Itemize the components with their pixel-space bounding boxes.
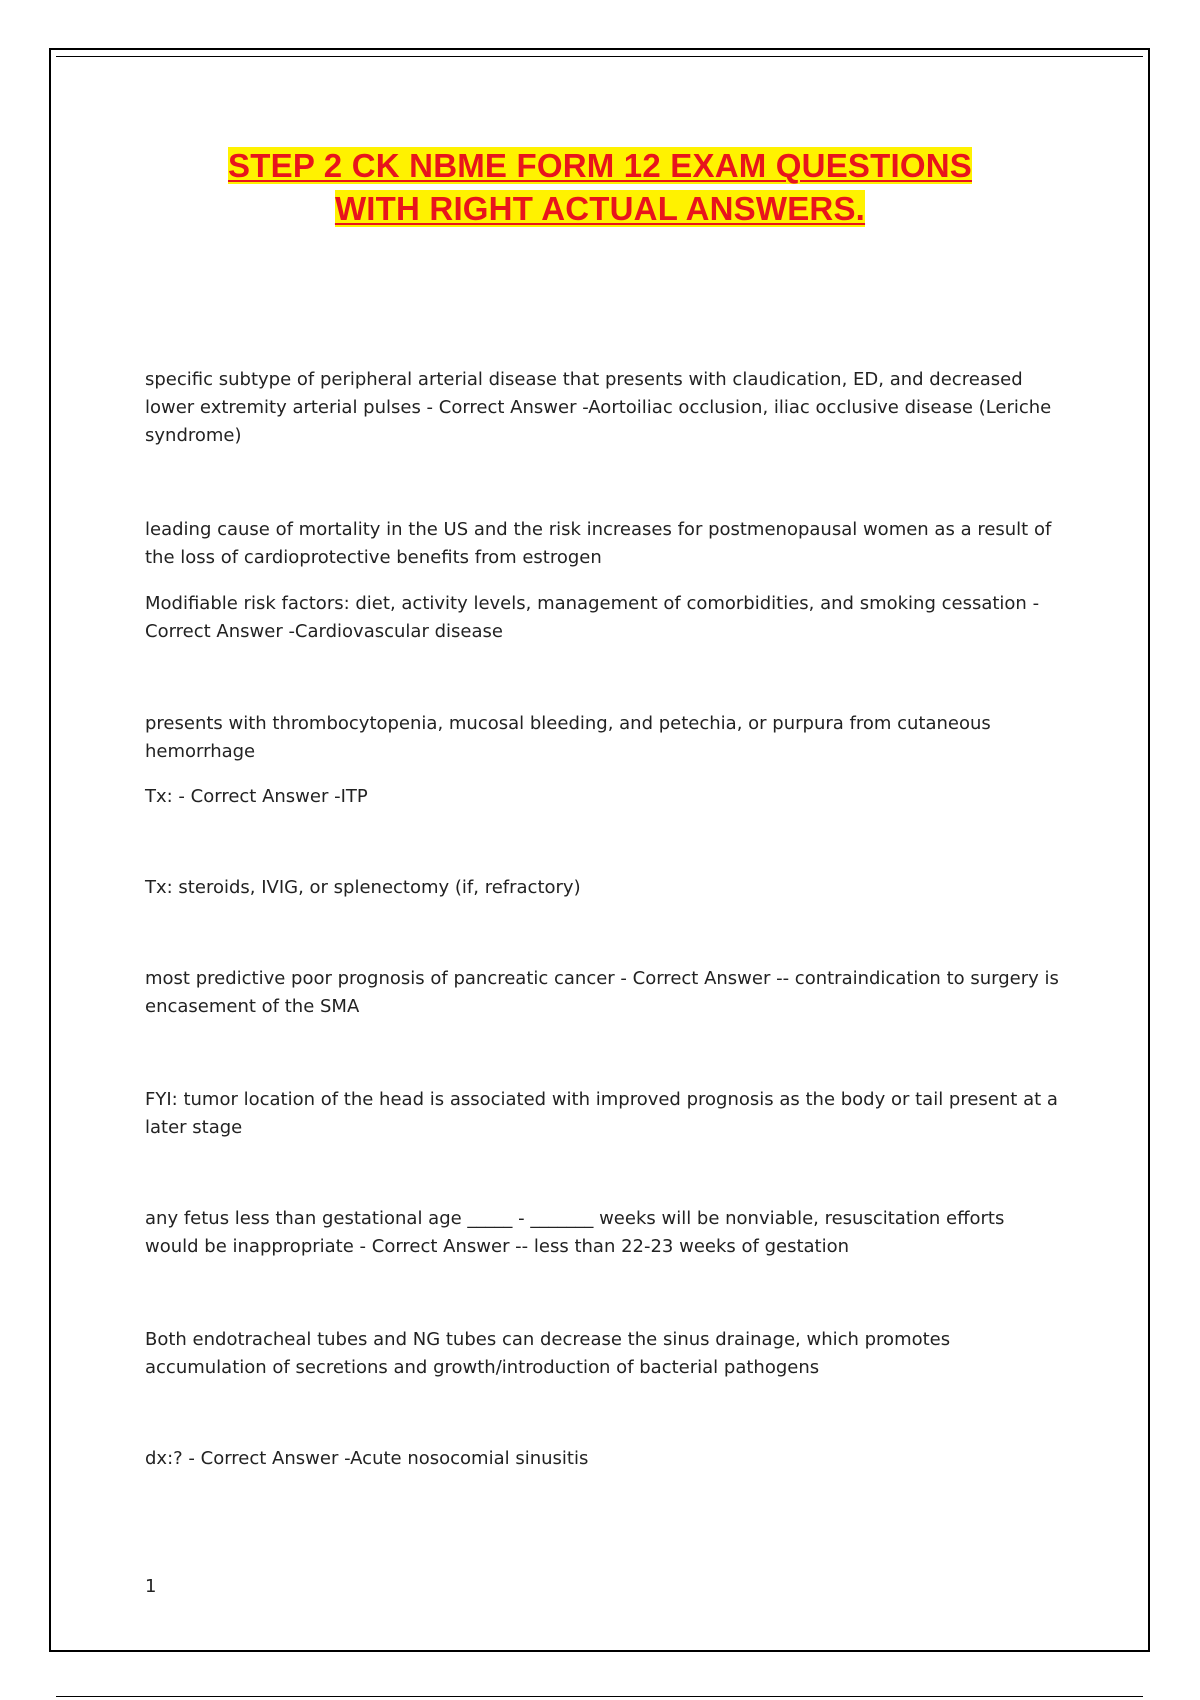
paragraph-leriche: specific subtype of peripheral arterial disease that presents with claudication, ED, and decreased lower extremity arterial pulses - Correct Answer -Aortoiliac occlusion, iliac occlusive disease (Leriche syndrome) <box>145 369 1052 446</box>
paragraph-pancreatic: most predictive poor prognosis of pancreatic cancer - Correct Answer -- contraindication to surgery is encasement of the SMA <box>145 968 1059 1017</box>
paragraph-sinusitis-answer: dx:? - Correct Answer -Acute nosocomial sinusitis <box>145 1448 589 1469</box>
title-line-2: WITH RIGHT ACTUAL ANSWERS. <box>334 190 866 227</box>
paragraph-itp-question: presents with thrombocytopenia, mucosal bleeding, and petechia, or purpura from cutaneous hemorrhage <box>145 713 991 762</box>
page-number: 1 <box>145 1576 157 1597</box>
paragraph-cvd-question: leading cause of mortality in the US and the risk increases for postmenopausal women as a result of the loss of cardioprotective benefits from estrogen <box>145 519 1052 568</box>
page-top-rule <box>56 56 1143 57</box>
document-title <box>150 144 1050 230</box>
paragraph-sinus-drainage: Both endotracheal tubes and NG tubes can decrease the sinus drainage, which promotes accumulation of secretions and growth/introduction of bacterial pathogens <box>145 1329 951 1378</box>
paragraph-fyi-tumor: FYI: tumor location of the head is associated with improved prognosis as the body or tail present at a later stage <box>145 1089 1058 1138</box>
title-line-1: STEP 2 CK NBME FORM 12 EXAM QUESTIONS <box>228 147 972 184</box>
page-border <box>49 48 1150 1652</box>
paragraph-cvd-answer: Modifiable risk factors: diet, activity levels, management of comorbidities, and smoking cessation - Correct Answer -Cardiovascular disease <box>145 593 1040 642</box>
paragraph-itp-answer: Tx: - Correct Answer -ITP <box>145 786 368 807</box>
paragraph-fetus: any fetus less than gestational age _____ - _______ weeks will be nonviable, resuscitation efforts would be inappropriate - Correct Answer -- less than 22-23 weeks of gestation <box>145 1208 1005 1257</box>
paragraph-itp-treatment: Tx: steroids, IVIG, or splenectomy (if, refractory) <box>145 877 581 898</box>
bottom-rule <box>56 1696 1143 1697</box>
